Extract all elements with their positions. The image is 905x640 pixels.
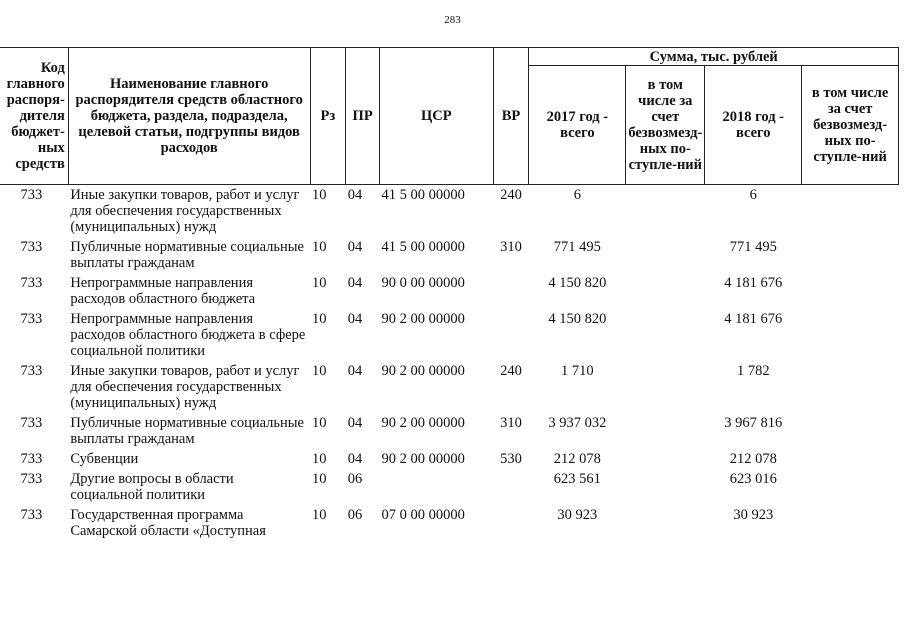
header-code: Код главного распоря-дителя бюджет-ных средств — [0, 48, 68, 185]
row-2017-free — [626, 273, 705, 309]
row-code: 733 — [20, 363, 43, 379]
row-code: 733 — [20, 239, 43, 255]
header-2018-total: 2018 год - всего — [705, 66, 802, 185]
row-2017-free — [626, 237, 705, 273]
row-2017-free — [626, 413, 705, 449]
row-csr: 90 0 00 00000 — [381, 275, 465, 291]
row-pr: 04 — [347, 275, 363, 291]
budget-table — [0, 47, 899, 541]
row-rz: 10 — [312, 275, 327, 291]
row-2017-total: 4 150 820 — [548, 311, 607, 327]
row-pr: 04 — [347, 451, 363, 467]
row-csr: 90 2 00 00000 — [381, 415, 465, 431]
row-name: Другие вопросы в области социальной политики — [70, 471, 234, 503]
row-name: Непрограммные направления расходов областного бюджета — [70, 275, 256, 307]
row-2018-total: 771 495 — [729, 239, 777, 255]
table-row — [0, 413, 899, 449]
row-2018-free — [802, 469, 899, 505]
row-2018-free — [802, 273, 899, 309]
row-rz: 10 — [312, 471, 327, 487]
header-name: Наименование главного распорядителя средств областного бюджета, раздела, подраздела, целевой статьи, подгруппы видов расходов — [68, 48, 310, 185]
row-name: Публичные нормативные социальные выплаты гражданам — [70, 239, 304, 271]
row-vr — [493, 505, 529, 541]
row-name: Непрограммные направления расходов областного бюджета в сфере социальной политики — [70, 311, 306, 359]
row-vr: 310 — [500, 239, 522, 255]
row-csr: 41 5 00 00000 — [381, 239, 465, 255]
row-2017-total: 212 078 — [553, 451, 601, 467]
row-pr: 06 — [347, 471, 363, 487]
row-2018-total: 3 967 816 — [724, 415, 783, 431]
row-vr — [493, 273, 529, 309]
row-csr: 90 2 00 00000 — [381, 451, 465, 467]
row-code: 733 — [20, 187, 43, 203]
row-2018-free — [802, 185, 899, 238]
row-pr: 06 — [347, 507, 363, 523]
table-header — [0, 48, 899, 185]
row-2018-total: 4 181 676 — [724, 275, 783, 291]
row-2017-total: 6 — [573, 187, 581, 203]
table-row — [0, 237, 899, 273]
row-code: 733 — [20, 275, 43, 291]
row-csr: 90 2 00 00000 — [381, 363, 465, 379]
row-2018-total: 623 016 — [729, 471, 777, 487]
row-vr: 530 — [500, 451, 522, 467]
row-rz: 10 — [312, 311, 327, 327]
row-csr: 07 0 00 00000 — [381, 507, 465, 523]
row-2018-total: 6 — [749, 187, 757, 203]
row-2017-total: 4 150 820 — [548, 275, 607, 291]
row-name: Государственная программа Самарской области «Доступная — [70, 507, 266, 539]
row-2018-total: 212 078 — [729, 451, 777, 467]
header-sum-group: Сумма, тыс. рублей — [529, 48, 899, 66]
row-2017-free — [626, 309, 705, 361]
row-vr: 240 — [500, 363, 522, 379]
header-csr: ЦСР — [380, 48, 494, 185]
page-number: 283 — [444, 14, 461, 26]
row-vr — [493, 469, 529, 505]
row-2017-total: 623 561 — [553, 471, 601, 487]
table-row — [0, 469, 899, 505]
row-2018-free — [802, 309, 899, 361]
row-2018-free — [802, 505, 899, 541]
table-body — [0, 185, 899, 542]
row-vr — [493, 309, 529, 361]
row-2017-total: 1 710 — [561, 363, 594, 379]
row-2018-free — [802, 237, 899, 273]
row-2017-total: 771 495 — [553, 239, 601, 255]
row-2018-free — [802, 361, 899, 413]
row-csr: 90 2 00 00000 — [381, 311, 465, 327]
row-vr: 240 — [500, 187, 522, 203]
header-2017-free: в том числе за счет безвозмезд-ных по-ступле-ний — [626, 66, 705, 185]
row-2017-free — [626, 505, 705, 541]
row-code: 733 — [20, 415, 43, 431]
row-2017-free — [626, 449, 705, 469]
row-pr: 04 — [347, 363, 363, 379]
row-pr: 04 — [347, 311, 363, 327]
table-row — [0, 185, 899, 238]
row-2017-total: 3 937 032 — [548, 415, 607, 431]
row-name: Иные закупки товаров, работ и услуг для обеспечения государственных (муниципальных) нужд — [70, 187, 300, 235]
row-code: 733 — [20, 311, 43, 327]
row-2018-total: 30 923 — [733, 507, 774, 523]
header-pr: ПР — [346, 48, 380, 185]
row-2017-total: 30 923 — [557, 507, 598, 523]
table-row — [0, 309, 899, 361]
row-code: 733 — [20, 471, 43, 487]
row-2017-free — [626, 185, 705, 238]
row-csr: 41 5 00 00000 — [381, 187, 465, 203]
row-pr: 04 — [347, 239, 363, 255]
row-rz: 10 — [312, 451, 327, 467]
row-name: Субвенции — [70, 451, 139, 467]
row-rz: 10 — [312, 415, 327, 431]
row-pr: 04 — [347, 187, 363, 203]
table-row — [0, 361, 899, 413]
header-2017-total: 2017 год - всего — [529, 66, 626, 185]
row-2018-free — [802, 413, 899, 449]
row-rz: 10 — [312, 239, 327, 255]
row-code: 733 — [20, 507, 43, 523]
row-name: Иные закупки товаров, работ и услуг для обеспечения государственных (муниципальных) нужд — [70, 363, 300, 411]
table-row — [0, 449, 899, 469]
table-row — [0, 505, 899, 541]
row-2018-total: 1 782 — [736, 363, 770, 379]
row-csr — [380, 469, 494, 505]
header-2018-free: в том числе за счет безвозмезд-ных по-ступле-ний — [802, 66, 899, 185]
header-vr: ВР — [493, 48, 529, 185]
row-2017-free — [626, 361, 705, 413]
row-2018-total: 4 181 676 — [724, 311, 783, 327]
row-pr: 04 — [347, 415, 363, 431]
row-rz: 10 — [312, 507, 327, 523]
row-rz: 10 — [312, 363, 327, 379]
row-name: Публичные нормативные социальные выплаты гражданам — [70, 415, 304, 447]
table-row — [0, 273, 899, 309]
header-rz: Рз — [310, 48, 346, 185]
row-2018-free — [802, 449, 899, 469]
row-rz: 10 — [312, 187, 327, 203]
row-code: 733 — [20, 451, 43, 467]
row-2017-free — [626, 469, 705, 505]
row-vr: 310 — [500, 415, 522, 431]
